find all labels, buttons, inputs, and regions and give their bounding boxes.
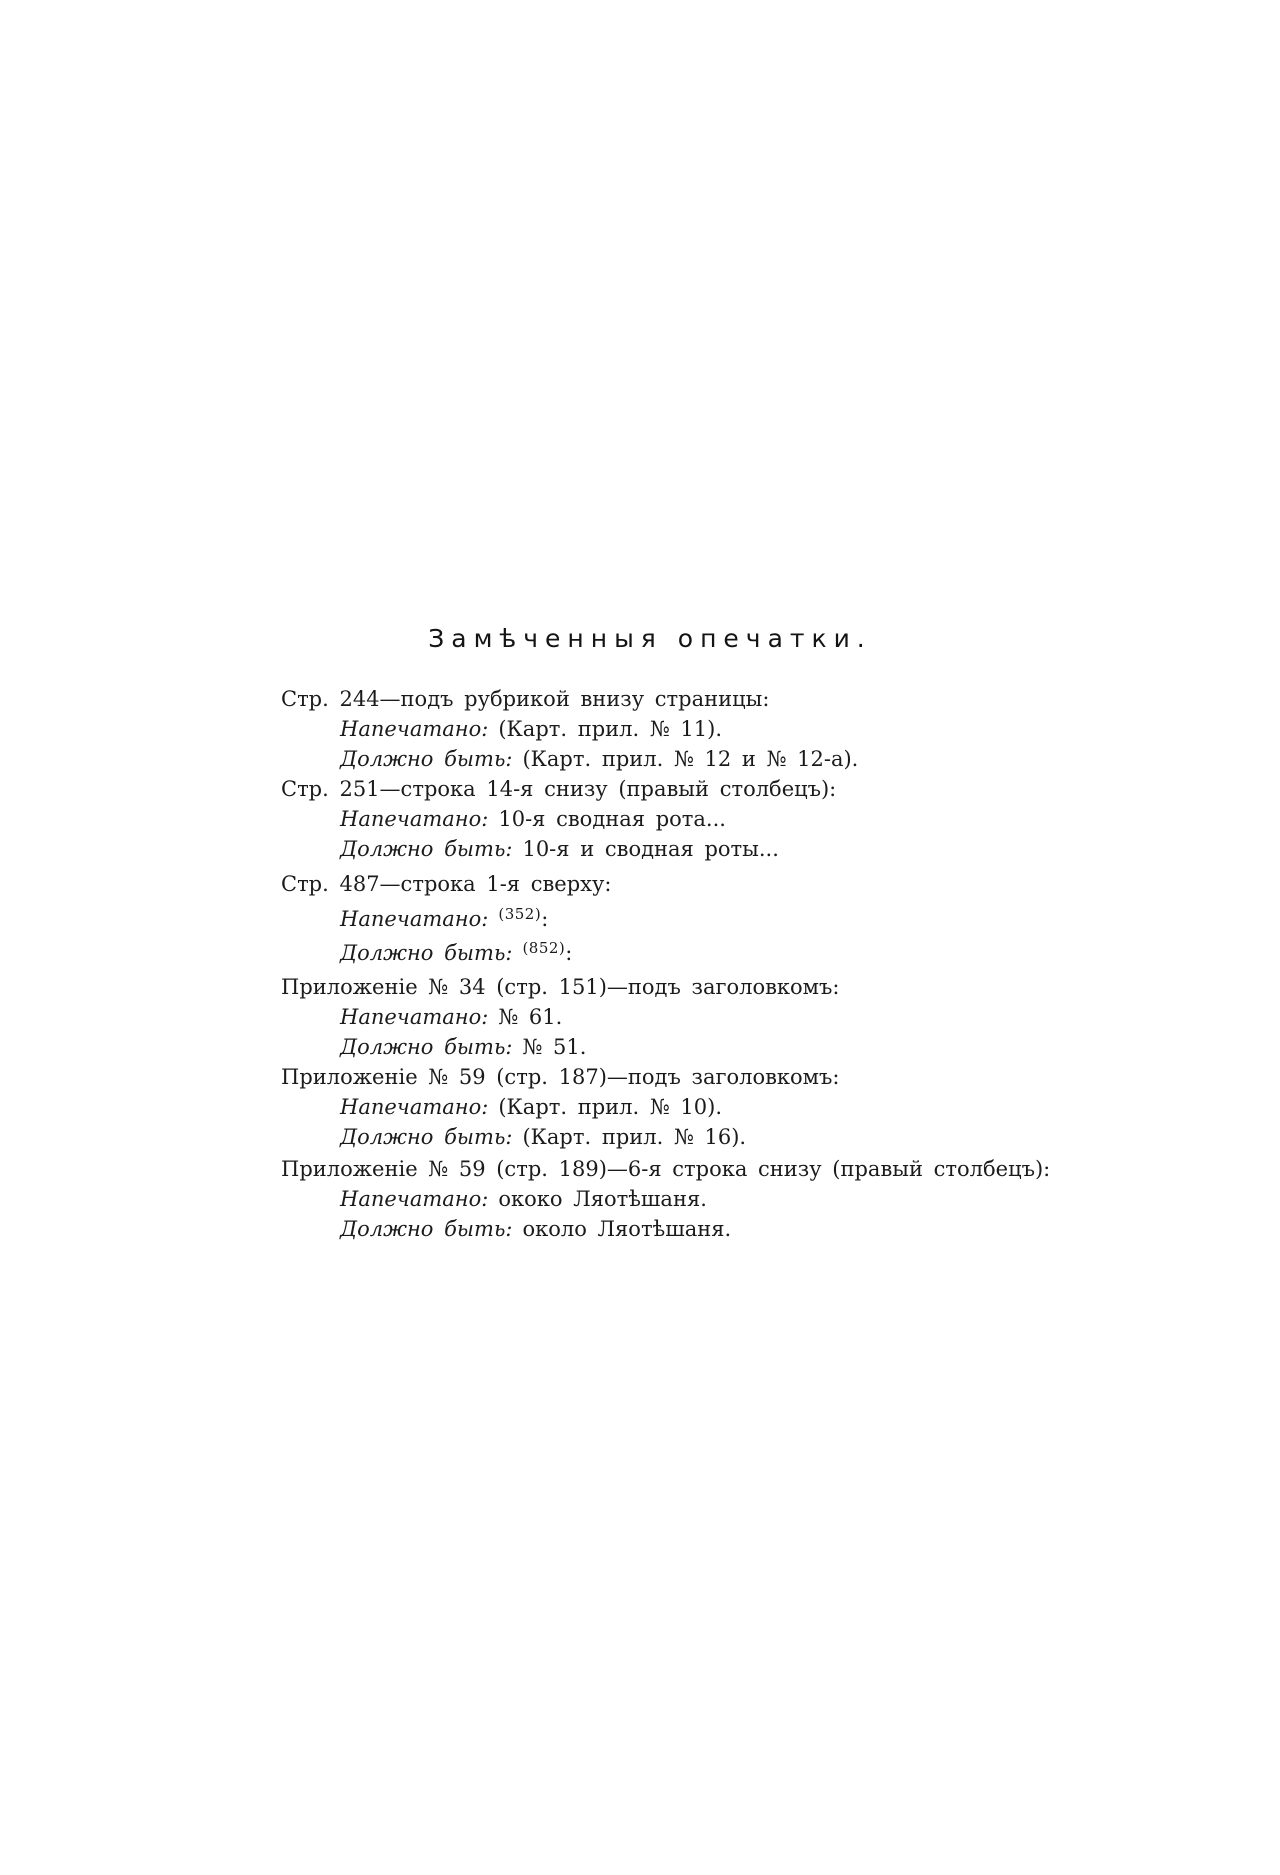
entry-location: Приложеніе № 59 (стр. 187)—подъ заголовкомъ: bbox=[281, 1065, 840, 1089]
correct-value: (Карт. прил. № 12 и № 12-а). bbox=[522, 747, 859, 771]
entry-location: Приложеніе № 34 (стр. 151)—подъ заголовкомъ: bbox=[281, 975, 840, 999]
printed-value: ококо Ляотѣшаня. bbox=[498, 1187, 707, 1211]
printed-value: 10-я сводная рота... bbox=[498, 807, 726, 831]
correct-label: Должно быть: bbox=[340, 1125, 513, 1149]
correct-label: Должно быть: bbox=[340, 1035, 513, 1059]
entry-location: Стр. 244—подъ рубрикой внизу страницы: bbox=[281, 687, 770, 711]
entry-printed-line bbox=[281, 899, 1041, 929]
entry-printed-line bbox=[281, 1184, 1041, 1214]
printed-value: (Карт. прил. № 10). bbox=[498, 1095, 722, 1119]
correct-value: 10-я и сводная роты... bbox=[522, 837, 779, 861]
printed-value: (Карт. прил. № 11). bbox=[498, 717, 722, 741]
correct-tail: : bbox=[565, 941, 573, 965]
correct-value: (Карт. прил. № 16). bbox=[522, 1125, 747, 1149]
correct-label: Должно быть: bbox=[340, 747, 513, 771]
entry-location: Стр. 251—строка 14-я снизу (правый столбецъ): bbox=[281, 777, 837, 801]
correct-label: Должно быть: bbox=[340, 941, 513, 965]
correct-label: Должно быть: bbox=[340, 837, 513, 861]
printed-label: Напечатано: bbox=[340, 807, 489, 831]
correct-value: около Ляотѣшаня. bbox=[522, 1217, 732, 1241]
entry-correct-line bbox=[281, 744, 1041, 774]
printed-label: Напечатано: bbox=[340, 1095, 489, 1119]
entry-correct-line bbox=[281, 1214, 1041, 1244]
errata-entry bbox=[281, 972, 1041, 1062]
entry-printed-line bbox=[281, 804, 1041, 834]
printed-label: Напечатано: bbox=[340, 907, 489, 931]
printed-label: Напечатано: bbox=[340, 1187, 489, 1211]
entry-location: Приложеніе № 59 (стр. 189)—6-я строка снизу (правый столбецъ): bbox=[281, 1157, 1051, 1181]
printed-tail: : bbox=[541, 907, 549, 931]
entry-correct-line bbox=[281, 1122, 1041, 1152]
printed-footnote-ref: (352) bbox=[498, 905, 542, 923]
printed-value: № 61. bbox=[498, 1005, 563, 1029]
correct-label: Должно быть: bbox=[340, 1217, 513, 1241]
entry-location: Стр. 487—строка 1-я сверху: bbox=[281, 872, 612, 896]
correct-value: № 51. bbox=[522, 1035, 587, 1059]
entry-correct-line bbox=[281, 834, 1041, 864]
entry-correct-line bbox=[281, 933, 1041, 963]
entry-correct-line bbox=[281, 1032, 1041, 1062]
errata-entry bbox=[281, 1154, 1051, 1244]
errata-entry bbox=[281, 684, 1041, 774]
entry-printed-line bbox=[281, 1092, 1041, 1122]
errata-entry bbox=[281, 869, 1041, 963]
page-title: Замѣченныя опечатки. bbox=[428, 624, 872, 653]
errata-entry bbox=[281, 1062, 1041, 1152]
errata-entry bbox=[281, 774, 1041, 864]
entry-printed-line bbox=[281, 714, 1041, 744]
entry-printed-line bbox=[281, 1002, 1041, 1032]
errata-list bbox=[281, 684, 1051, 1244]
printed-label: Напечатано: bbox=[340, 1005, 489, 1029]
correct-footnote-ref: (852) bbox=[522, 939, 566, 957]
printed-label: Напечатано: bbox=[340, 717, 489, 741]
